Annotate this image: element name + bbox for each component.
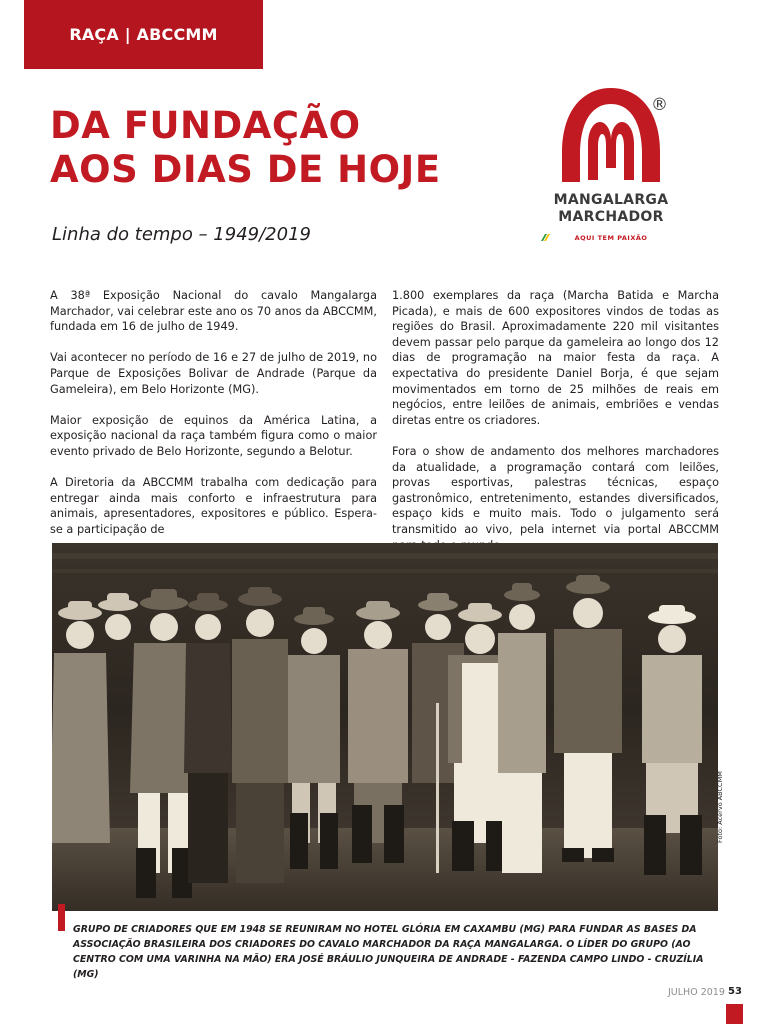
photo-credit: Foto: Acervo ABCCMM [716, 771, 724, 843]
article-title-line2: AOS DIAS DE HOJE [50, 148, 441, 191]
logo-name-line2: MARCHADOR [558, 209, 664, 225]
paragraph: Maior exposição de equinos da América Latina, a exposição nacional da raça também figura como o maior evento privado de Belo Horizonte, segundo a Belotur. [50, 413, 377, 458]
photo-caption: GRUPO DE CRIADORES QUE EM 1948 SE REUNIRAM NO HOTEL GLÓRIA EM CAXAMBU (MG) PARA FUNDAR AS BASES DA ASSOCIAÇÃO BRASILEIRA DOS CRIADORES DO CAVALO MARCHADOR DA RAÇA MANGALARGA. O LÍDER DO GRUPO (AO CENTRO COM UMA VARINHA NA MÃO) ERA JOSÉ BRÁULIO JUNQUEIRA DE ANDRADE - FAZENDA CAMPO LINDO - CRUZÍLIA (MG) [73, 924, 704, 980]
logo-tagline-text: AQUI TEM PAIXÃO [574, 234, 648, 242]
footer-accent-block [726, 1004, 743, 1024]
article-subtitle: Linha do tempo – 1949/2019 [52, 224, 311, 245]
paragraph: 1.800 exemplares da raça (Marcha Batida e Marcha Picada), e mais de 600 expositores vindos de todas as regiões do Brasil. Aproximadamente 220 mil visitantes devem passar pelo parque da gameleira ao longo dos 12 dias de programação na maior festa da raça. A expectativa do presidente Daniel Borja, é que sejam movimentados em torno de 25 milhões de reais em negócios, entre leilões de animais, embriões e vendas diretas entre os criadores. [392, 289, 719, 427]
photo-illustration [52, 543, 718, 915]
article-title [50, 104, 490, 192]
historic-group-photo [52, 543, 718, 915]
logo-tagline [540, 234, 682, 242]
paragraph: Vai acontecer no período de 16 e 27 de julho de 2019, no Parque de Exposições Bolivar de Andrade (Parque da Gameleira), em Belo Horizonte (MG). [50, 351, 377, 396]
footer-issue-date: JULHO 2019 [668, 987, 725, 998]
article-title-line1: DA FUNDAÇÃO [50, 104, 361, 147]
page-number: 53 [728, 986, 742, 997]
section-tab: RAÇA | ABCCMM [24, 0, 263, 69]
paragraph: Fora o show de andamento dos melhores marchadores da atualidade, a programação contará com leilões, provas esportivas, palestras técnicas, espaço gastronômico, entretenimento, estandes diversificados, espaço kids e muito mais. Todo o julgamento será transmitido ao vivo, pela internet via portal ABCCMM [392, 444, 719, 536]
article-column-left [50, 288, 377, 553]
paragraph: A Diretoria da ABCCMM trabalha com dedicação para entregar ainda mais conforto e infraestrutura para animais, apresentadores, expositores e público. Espera-se a participação de [50, 476, 377, 536]
caption-accent-bar [58, 904, 65, 931]
mangalarga-logo [540, 84, 690, 252]
registered-mark: ® [651, 95, 668, 115]
article-column-right [392, 288, 719, 569]
logo-name-line1: MANGALARGA [553, 192, 669, 208]
paragraph: A 38ª Exposição Nacional do cavalo Mangalarga Marchador, vai celebrar este ano os 70 anos da ABCCMM, fundada em 16 de julho de 1949. [50, 289, 377, 334]
flag-stripe-icon [540, 234, 550, 241]
